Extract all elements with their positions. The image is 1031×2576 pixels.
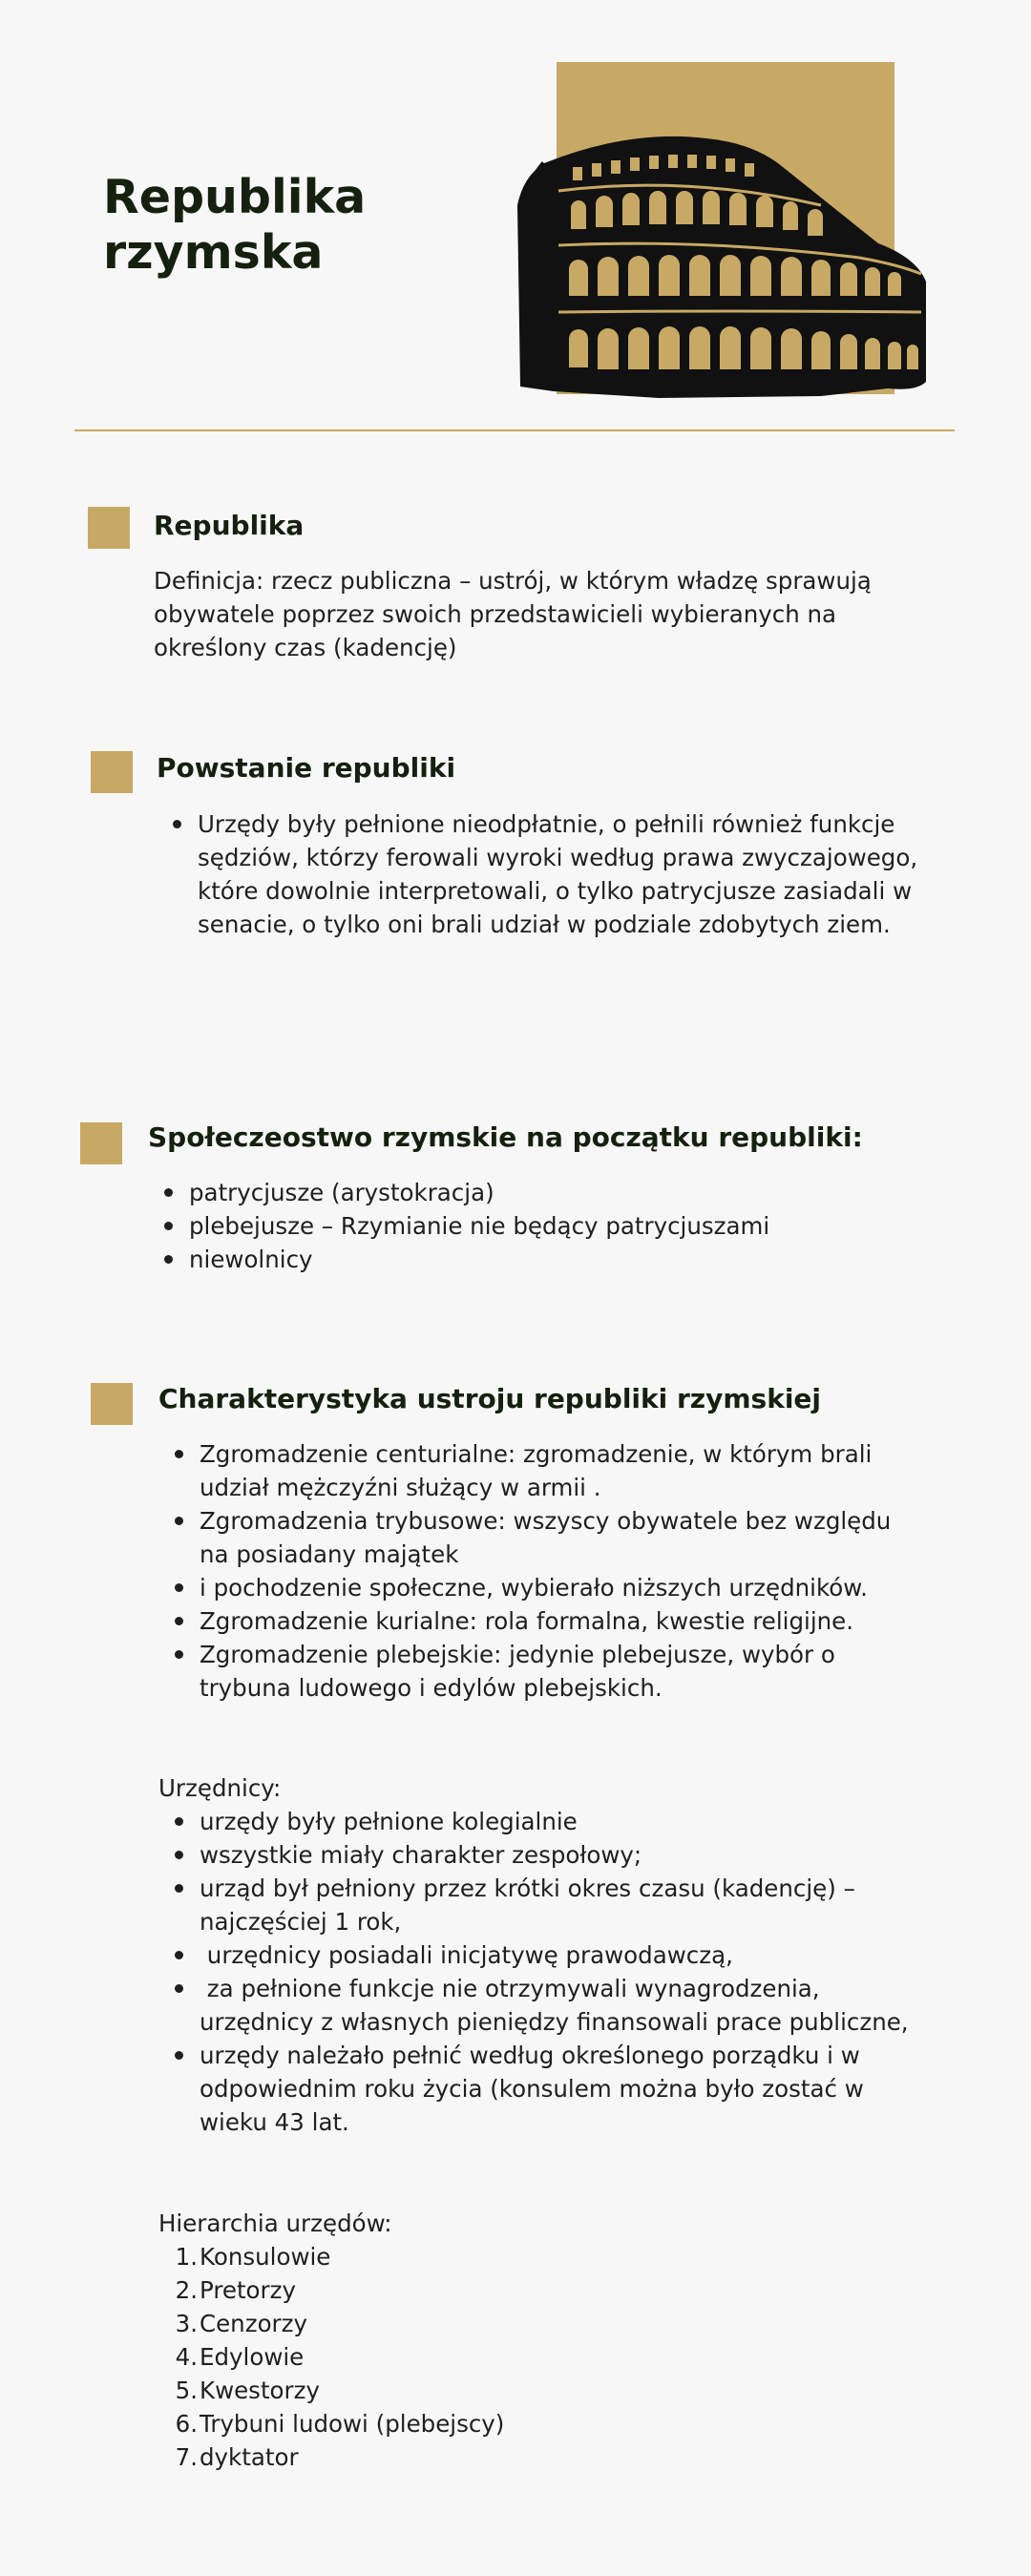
list-item: Zgromadzenie plebejskie: jedynie plebejusze, wybór o trybuna ludowego i edylów plebejskich. [200, 1638, 925, 1705]
section-marker [91, 1383, 133, 1425]
zgromadzenia-list [200, 1437, 925, 1705]
list-item: urząd był pełniony przez krótki okres czasu (kadencję) – najczęściej 1 rok, [200, 1872, 911, 1938]
list-item: 5. Kwestorzy [175, 2377, 320, 2404]
list-item: Zgromadzenie kurialne: rola formalna, kwestie religijne. [200, 1604, 925, 1638]
powstanie-list [198, 807, 947, 941]
colosseum-illustration [516, 62, 926, 406]
list-item: 3. Cenzorzy [175, 2310, 307, 2337]
list-item: plebejusze – Rzymianie nie będący patrycjuszami [189, 1209, 934, 1243]
hierarchia-label: Hierarchia urzędów: [158, 2209, 392, 2237]
list-item: 4. Edylowie [175, 2343, 305, 2371]
urzednicy-list [200, 1805, 911, 2139]
list-item: patrycjusze (arystokracja) [189, 1176, 934, 1209]
list-item: Urzędy były pełnione nieodpłatnie, o pełnili również funkcje sędziów, którzy ferowali wyroki według prawa zwyczajowego, które dowolnie interpretowali, o tylko patrycjusze zasiadali w senacie, o tylko oni brali udział w podziale zdobytych ziem. [198, 807, 947, 941]
list-item: 7. dyktator [175, 2443, 299, 2471]
section-heading-powstanie: Powstanie republiki [157, 752, 456, 784]
hierarchia-list [175, 2240, 868, 2474]
list-item: urzędy należało pełnić według określonego porządku i w odpowiednim roku życia (konsulem można było zostać w wieku 43 lat. [200, 2039, 911, 2139]
section-divider [74, 429, 955, 431]
list-item: 2. Pretorzy [175, 2276, 296, 2304]
spoleczenstwo-list [189, 1176, 934, 1276]
page-title: Republika rzymska [103, 170, 367, 280]
section-marker [91, 751, 133, 793]
list-item: i pochodzenie społeczne, wybierało niższych urzędników. [200, 1571, 925, 1604]
list-item: Zgromadzenia trybusowe: wszyscy obywatele bez względu na posiadany majątek [200, 1504, 925, 1571]
list-item: urzędy były pełnione kolegialnie [200, 1805, 911, 1838]
section-heading-republika: Republika [154, 510, 305, 541]
section-marker [88, 507, 130, 549]
list-item: 1. Konsulowie [175, 2243, 331, 2271]
list-item: urzędnicy posiadali inicjatywę prawodawczą, [200, 1938, 911, 1972]
list-item: niewolnicy [189, 1243, 934, 1276]
list-item: za pełnione funkcje nie otrzymywali wynagrodzenia, urzędnicy z własnych pieniędzy finansowali prace publiczne, [200, 1972, 911, 2039]
republika-definition: Definicja: rzecz publiczna – ustrój, w którym władzę sprawują obywatele poprzez swoich przedstawicieli wybieranych na określony czas (kadencję) [154, 567, 872, 661]
urzednicy-label: Urzędnicy: [158, 1774, 282, 1802]
list-item: wszystkie miały charakter zespołowy; [200, 1838, 911, 1872]
section-marker [80, 1122, 122, 1164]
list-item: Zgromadzenie centurialne: zgromadzenie, w którym brali udział mężczyźni służący w armii . [200, 1437, 925, 1504]
list-item: 6. Trybuni ludowi (plebejscy) [175, 2410, 505, 2438]
section-heading-spoleczenstwo: Społeczeostwo rzymskie na początku republiki: [148, 1121, 863, 1153]
section-heading-charakterystyka: Charakterystyka ustroju republiki rzymskiej [158, 1383, 821, 1414]
